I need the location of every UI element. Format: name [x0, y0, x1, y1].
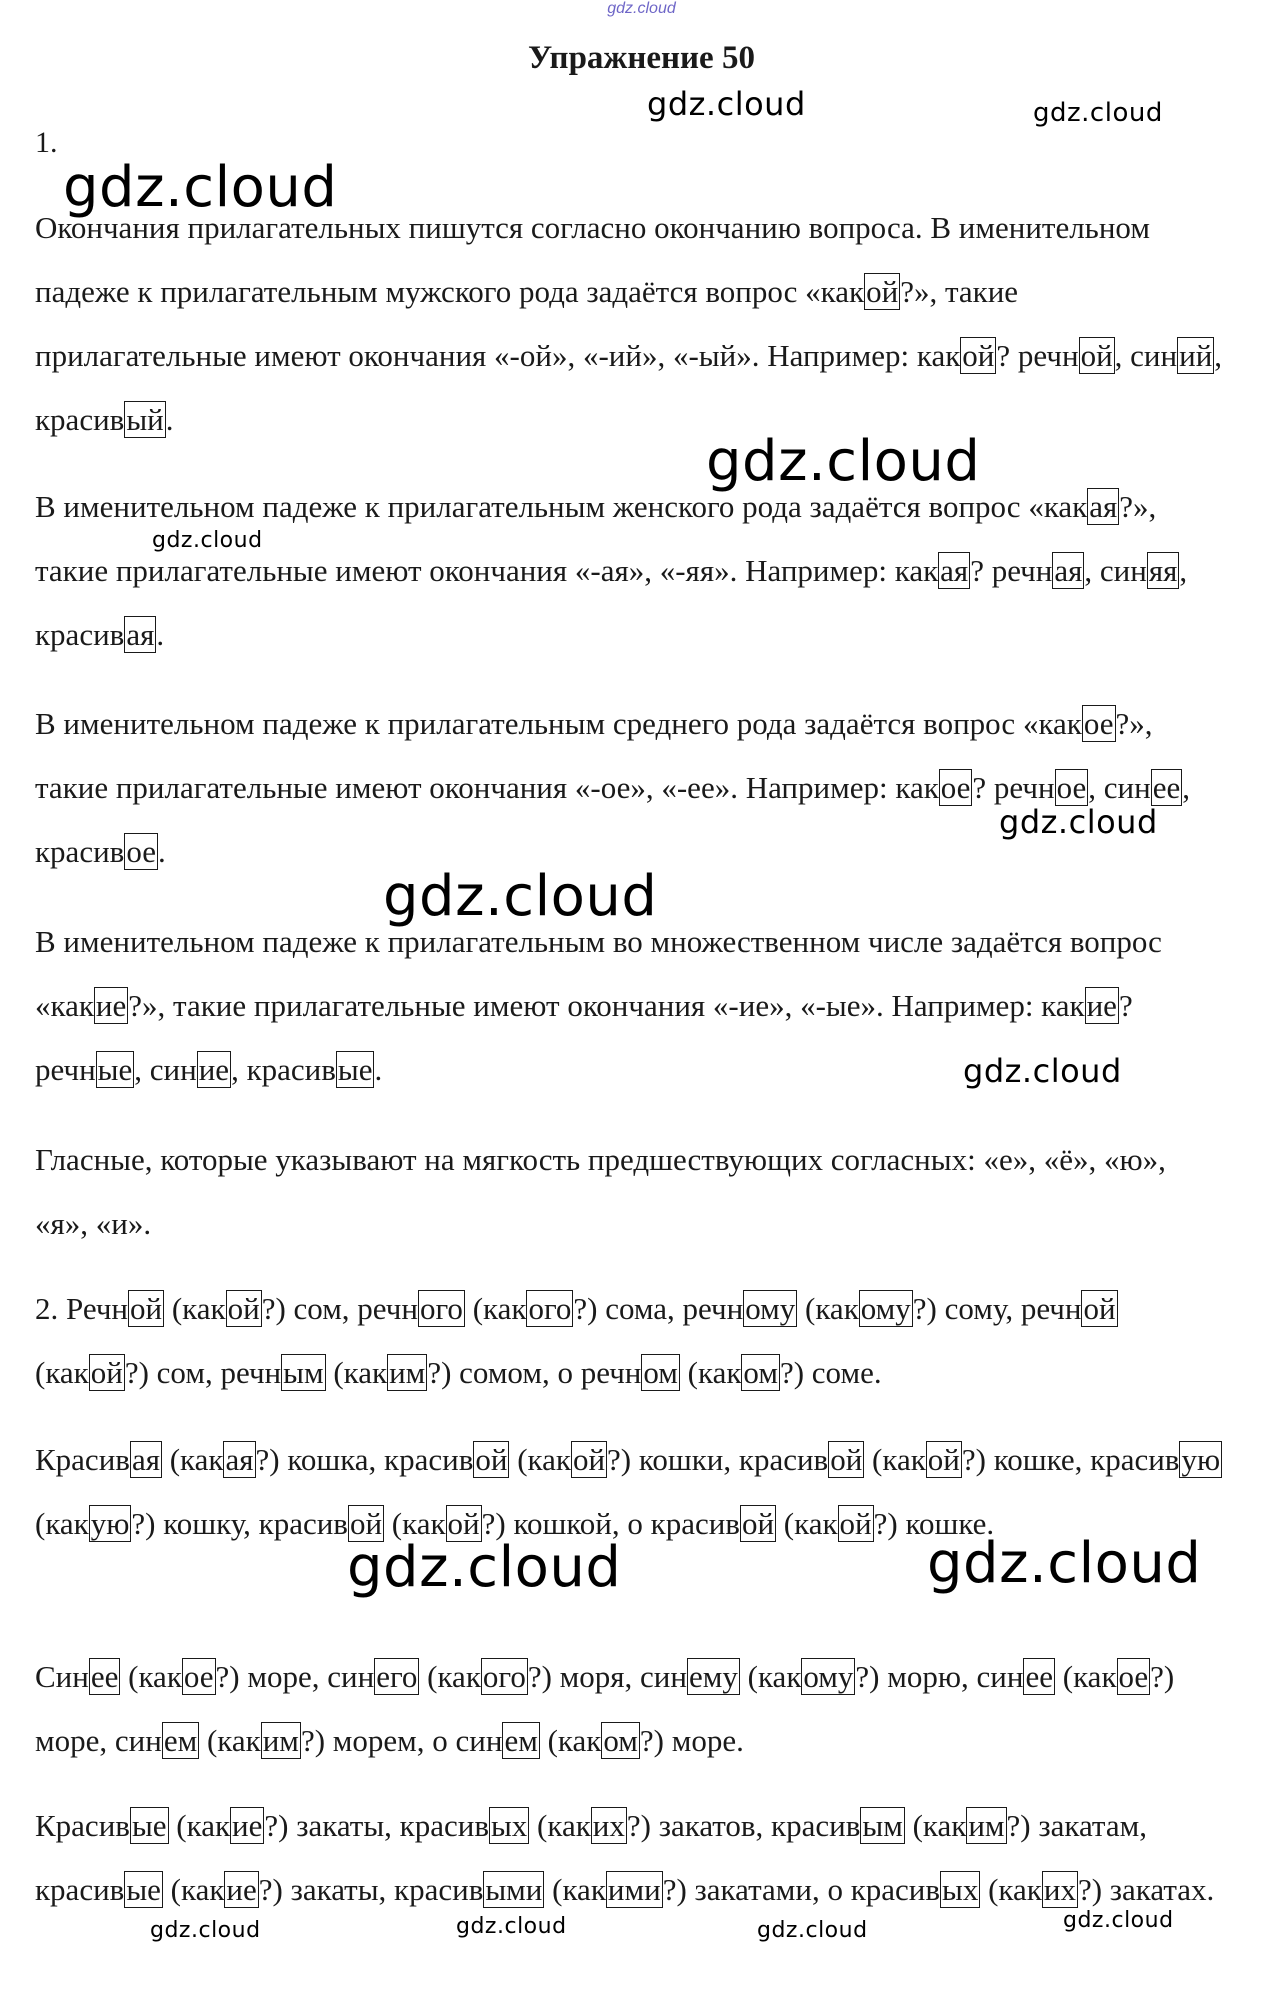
text-run: (как — [464, 1291, 527, 1326]
watermark: gdz.cloud — [383, 864, 658, 929]
text-run: , син — [1114, 338, 1178, 373]
boxed-ending: им — [389, 1355, 426, 1390]
page-title: Упражнение 50 — [528, 40, 755, 76]
text-run: Красив — [35, 1808, 130, 1843]
text-run: (как — [544, 1872, 606, 1907]
text-run: ?) кошке, красив — [961, 1442, 1180, 1477]
text-run: ?) сому, речн — [912, 1291, 1082, 1326]
boxed-ending: ой — [839, 1506, 872, 1541]
paragraph — [35, 1128, 1225, 1256]
text-run: ?) морем, о син — [300, 1723, 503, 1758]
watermark: gdz.cloud — [63, 155, 338, 220]
paragraph — [35, 1277, 1225, 1405]
text-run: , красив — [35, 553, 1188, 652]
boxed-ending: ое — [1083, 706, 1114, 741]
text-run: ?) море, син — [35, 1659, 1175, 1758]
boxed-ending: ий — [1179, 338, 1213, 373]
boxed-ending: ой — [830, 1442, 863, 1477]
boxed-ending: ом — [643, 1355, 678, 1390]
watermark: gdz.cloud — [706, 429, 981, 494]
text-run: Син — [35, 1659, 89, 1694]
text-run: . — [374, 1052, 383, 1087]
boxed-ending: ых — [942, 1872, 979, 1907]
text-run: ? речн — [970, 553, 1053, 588]
text-run: ?) сом, речн — [124, 1355, 282, 1390]
text-run: ?», такие прилагательные имеют окончания «-ой», «-ий», «-ый». Например: как — [35, 274, 1019, 373]
text-run: (как — [384, 1506, 446, 1541]
text-run: (как — [739, 1659, 802, 1694]
text-run: ?) море, син — [215, 1659, 375, 1694]
text-run: . — [165, 402, 174, 437]
text-run: (как — [509, 1442, 571, 1477]
text-run: Гласные, которые указывают на мягкость предшествующих согласных: «е», «ё», «ю», «я», «и». — [35, 1142, 1166, 1241]
boxed-ending: ыми — [485, 1872, 543, 1907]
paragraph — [35, 475, 1225, 667]
boxed-ending: ую — [90, 1506, 130, 1541]
watermark: gdz.cloud — [757, 1918, 868, 1943]
boxed-ending: ая — [1089, 489, 1118, 524]
text-run: В именительном падеже к прилагательным среднего рода задаётся вопрос «как — [35, 706, 1082, 741]
watermark: gdz.cloud — [152, 528, 263, 553]
watermark: gdz.cloud — [1033, 98, 1163, 128]
text-run: (как — [679, 1355, 742, 1390]
text-run: (как — [35, 1506, 89, 1541]
text-run: (как — [168, 1808, 231, 1843]
text-run: ?) море. — [639, 1723, 744, 1758]
boxed-ending: их — [1043, 1872, 1076, 1907]
text-run: (как — [864, 1442, 926, 1477]
text-run: , красив — [35, 338, 1223, 437]
boxed-ending: ие — [1086, 988, 1117, 1023]
boxed-ending: ого — [419, 1291, 463, 1326]
boxed-ending: ом — [743, 1355, 778, 1390]
text-run: (как — [1055, 1659, 1117, 1694]
text-run: , син — [1088, 770, 1151, 805]
boxed-ending: ые — [97, 1052, 133, 1087]
text-run: , син — [1084, 553, 1147, 588]
text-run: (как — [539, 1723, 602, 1758]
text-run: (как — [529, 1808, 591, 1843]
boxed-ending: ой — [130, 1291, 163, 1326]
boxed-ending: яя — [1148, 553, 1178, 588]
text-run: ?) закатов, красив — [626, 1808, 861, 1843]
text-run: . — [157, 834, 166, 869]
boxed-ending: ого — [482, 1659, 526, 1694]
boxed-ending: ая — [940, 553, 969, 588]
text-run: . — [156, 617, 165, 652]
text-run: , красив — [35, 770, 1190, 869]
text-run: , красив — [231, 1052, 336, 1087]
item-1-number: 1. — [35, 126, 58, 159]
text-run: ?) закатам, красив — [35, 1808, 1147, 1907]
text-run: ?», такие прилагательные имеют окончания «-ая», «-яя». Например: как — [35, 489, 1157, 588]
boxed-ending: ая — [1054, 553, 1083, 588]
boxed-ending: ую — [1181, 1442, 1221, 1477]
watermark: gdz.cloud — [927, 1531, 1202, 1596]
boxed-ending: ый — [126, 402, 164, 437]
text-run: ?) сомом, о речн — [427, 1355, 642, 1390]
watermark: gdz.cloud — [963, 1052, 1122, 1090]
text-run: (как — [161, 1442, 224, 1477]
boxed-ending: ой — [475, 1442, 508, 1477]
paragraph — [35, 1794, 1225, 1922]
boxed-ending: ой — [962, 338, 995, 373]
text-run: ?», такие прилагательные имеют окончания «-ие», «-ые». Например: как — [128, 988, 1085, 1023]
boxed-ending: им — [968, 1808, 1005, 1843]
boxed-ending: ие — [198, 1052, 230, 1087]
text-run: ? речн — [35, 988, 1133, 1087]
boxed-ending: ие — [95, 988, 127, 1023]
boxed-ending: ие — [232, 1808, 263, 1843]
boxed-ending: ой — [90, 1355, 123, 1390]
boxed-ending: ому — [860, 1291, 911, 1326]
boxed-ending: ой — [447, 1506, 480, 1541]
watermark: gdz.cloud — [347, 1535, 622, 1600]
text-run: (как — [797, 1291, 859, 1326]
boxed-ending: ем — [163, 1723, 198, 1758]
boxed-ending: ые — [131, 1808, 167, 1843]
watermark: gdz.cloud — [647, 85, 806, 123]
watermark: gdz.cloud — [150, 1918, 261, 1943]
text-run: В именительном падеже к прилагательным женского рода задаётся вопрос «как — [35, 489, 1088, 524]
boxed-ending: ые — [126, 1872, 161, 1907]
boxed-ending: ых — [490, 1808, 528, 1843]
watermark: gdz.cloud — [456, 1914, 567, 1939]
text-run: ?) кошки, красив — [607, 1442, 829, 1477]
text-run: (как — [162, 1872, 225, 1907]
text-run: ?) кошку, красив — [131, 1506, 348, 1541]
text-run: ?) закатах. — [1077, 1872, 1215, 1907]
boxed-ending: ее — [90, 1659, 119, 1694]
boxed-ending: ой — [572, 1442, 606, 1477]
paragraph — [35, 1645, 1225, 1773]
text-run: ?) закаты, красив — [264, 1808, 489, 1843]
boxed-ending: их — [592, 1808, 625, 1843]
boxed-ending: ой — [349, 1506, 383, 1541]
text-run: (как — [120, 1659, 182, 1694]
boxed-ending: ой — [866, 274, 899, 309]
paragraph — [35, 196, 1225, 452]
boxed-ending: ой — [1080, 338, 1113, 373]
boxed-ending: ые — [337, 1052, 373, 1087]
text-run: ?», такие прилагательные имеют окончания «-ое», «-ее». Например: как — [35, 706, 1153, 805]
text-run: ?) сома, речн — [573, 1291, 744, 1326]
text-run: (как — [35, 1355, 89, 1390]
text-run: (как — [164, 1291, 226, 1326]
text-run: ?) кошке. — [873, 1506, 995, 1541]
text-run: (как — [325, 1355, 388, 1390]
boxed-ending: ое — [183, 1659, 214, 1694]
text-run: (как — [980, 1872, 1042, 1907]
paragraph — [35, 692, 1225, 884]
boxed-ending: ой — [741, 1506, 775, 1541]
boxed-ending: ое — [940, 770, 971, 805]
text-run: ?) моря, син — [527, 1659, 687, 1694]
boxed-ending: ому — [745, 1291, 796, 1326]
boxed-ending: ым — [862, 1808, 903, 1843]
text-run: ?) закаты, красив — [258, 1872, 484, 1907]
text-run: (как — [199, 1723, 261, 1758]
boxed-ending: ое — [126, 834, 156, 869]
boxed-ending: ему — [689, 1659, 738, 1694]
text-run: ?) соме. — [779, 1355, 882, 1390]
boxed-ending: ым — [283, 1355, 324, 1390]
boxed-ending: ая — [225, 1442, 254, 1477]
boxed-ending: ое — [1118, 1659, 1149, 1694]
boxed-ending: ой — [1083, 1291, 1116, 1326]
watermark: gdz.cloud — [999, 803, 1158, 841]
boxed-ending: его — [376, 1659, 418, 1694]
text-run: ?) сом, речн — [261, 1291, 418, 1326]
text-run: Окончания прилагательных пишутся согласно окончанию вопроса. В именительном падеже к прилагательным мужского рода задаётся вопрос «как — [35, 210, 1150, 309]
text-run: Красив — [35, 1442, 130, 1477]
text-run: ?) кошка, красив — [255, 1442, 474, 1477]
text-run: 2. Речн — [35, 1291, 128, 1326]
boxed-ending: ое — [1056, 770, 1087, 805]
text-run: ? речн — [972, 770, 1055, 805]
text-run: (как — [776, 1506, 838, 1541]
boxed-ending: ой — [227, 1291, 260, 1326]
boxed-ending: ие — [226, 1872, 257, 1907]
watermark: gdz.cloud — [1063, 1908, 1174, 1933]
text-run: (как — [419, 1659, 481, 1694]
boxed-ending: ее — [1152, 770, 1181, 805]
text-run: , син — [134, 1052, 197, 1087]
boxed-ending: ом — [603, 1723, 638, 1758]
boxed-ending: им — [262, 1723, 299, 1758]
boxed-ending: ее — [1025, 1659, 1054, 1694]
boxed-ending: ая — [131, 1442, 160, 1477]
text-run: ?) кошкой, о красив — [481, 1506, 740, 1541]
boxed-ending: ими — [607, 1872, 661, 1907]
text-run: (как — [904, 1808, 967, 1843]
boxed-ending: ем — [504, 1723, 538, 1758]
watermark-top-small: gdz.cloud — [607, 0, 676, 17]
boxed-ending: ого — [528, 1291, 572, 1326]
boxed-ending: ому — [803, 1659, 854, 1694]
text-run: ?) закатами, о красив — [662, 1872, 941, 1907]
boxed-ending: ой — [927, 1442, 960, 1477]
text-run: ? речн — [996, 338, 1079, 373]
text-run: ?) морю, син — [855, 1659, 1024, 1694]
text-run: В именительном падеже к прилагательным во множественном числе задаётся вопрос «как — [35, 924, 1162, 1023]
boxed-ending: ая — [126, 617, 155, 652]
